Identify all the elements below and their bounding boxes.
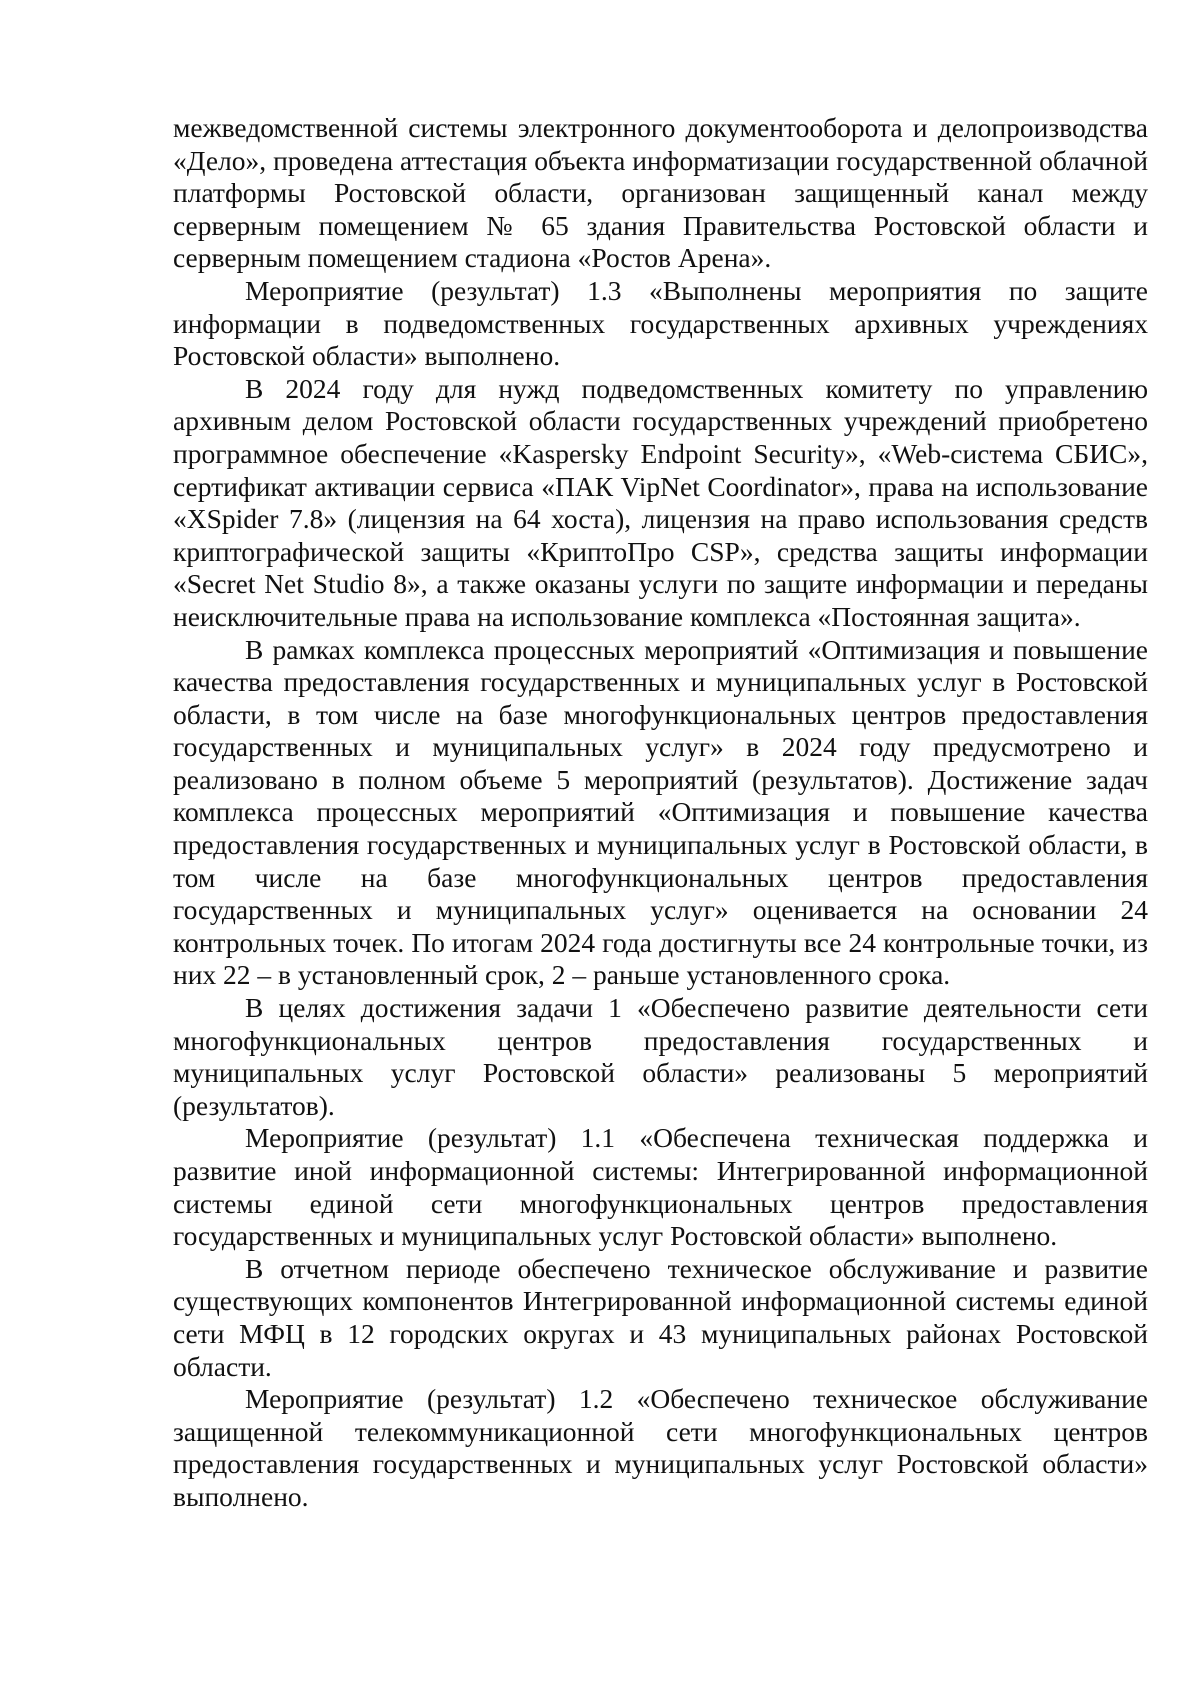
paragraph-measure-1-2: Мероприятие (результат) 1.2 «Обеспечено техническое обслуживание защищенной телекоммуникационной сети многофункциональных центров предоставления государственных и муниципальных услуг Ростовской области» выполнено.: [173, 1383, 1148, 1512]
paragraph-measure-1-1: Мероприятие (результат) 1.1 «Обеспечена техническая поддержка и развитие иной информационной системы: Интегрированной информационной системы единой сети многофункциональных центров предоставления государственных и муниципальных услуг Ростовской области» выполнено.: [173, 1122, 1148, 1252]
paragraph-archive-software: В 2024 году для нужд подведомственных комитету по управлению архивным делом Ростовской области государственных учреждений приобретено программное обеспечение «Kaspersky Endpoint Security», «Web-система СБИС», сертификат активации сервиса «ПАК VipNet Coordinator», права на использование «XSpider 7.8» (лицензия на 64 хоста), лицензия на право использования средств криптографической защиты «КриптоПро CSP», средства защиты информации «Secret Net Studio 8», а также оказаны услуги по защите информации и переданы неисключительные права на использование комплекса «Постоянная защита».: [173, 372, 1148, 632]
paragraph-continuation: межведомственной системы электронного документооборота и делопроизводства «Дело», проведена аттестация объекта информатизации государственной облачной платформы Ростовской области, организован защищенный канал между серверным помещением № 65 здания Правительства Ростовской области и серверным помещением стадиона «Ростов Арена».: [173, 112, 1148, 274]
document-body: [173, 112, 1148, 1514]
paragraph-task-1: В целях достижения задачи 1 «Обеспечено развитие деятельности сети многофункциональных центров предоставления государственных и муниципальных услуг Ростовской области» реализованы 5 мероприятий (результатов).: [173, 992, 1148, 1121]
paragraph-process-complex: В рамках комплекса процессных мероприятий «Оптимизация и повышение качества предоставления государственных и муниципальных услуг в Ростовской области, в том числе на базе многофункциональных центров предоставления государственных и муниципальных услуг» в 2024 году предусмотрено и реализовано в полном объеме 5 мероприятий (результатов). Достижение задач комплекса процессных мероприятий «Оптимизация и повышение качества предоставления государственных и муниципальных услуг в Ростовской области, в том числе на базе многофункциональных центров предоставления государственных и муниципальных услуг» оценивается на основании 24 контрольных точек. По итогам 2024 года достигнуты все 24 контрольные точки, из них 22 – в установленный срок, 2 – раньше установленного срока.: [173, 633, 1148, 991]
paragraph-reporting-period: В отчетном периоде обеспечено техническое обслуживание и развитие существующих компонентов Интегрированной информационной системы единой сети МФЦ в 12 городских округах и 43 муниципальных районах Ростовской области.: [173, 1252, 1148, 1382]
paragraph-measure-1-3: Мероприятие (результат) 1.3 «Выполнены мероприятия по защите информации в подведомственных государственных архивных учреждениях Ростовской области» выполнено.: [173, 274, 1148, 372]
